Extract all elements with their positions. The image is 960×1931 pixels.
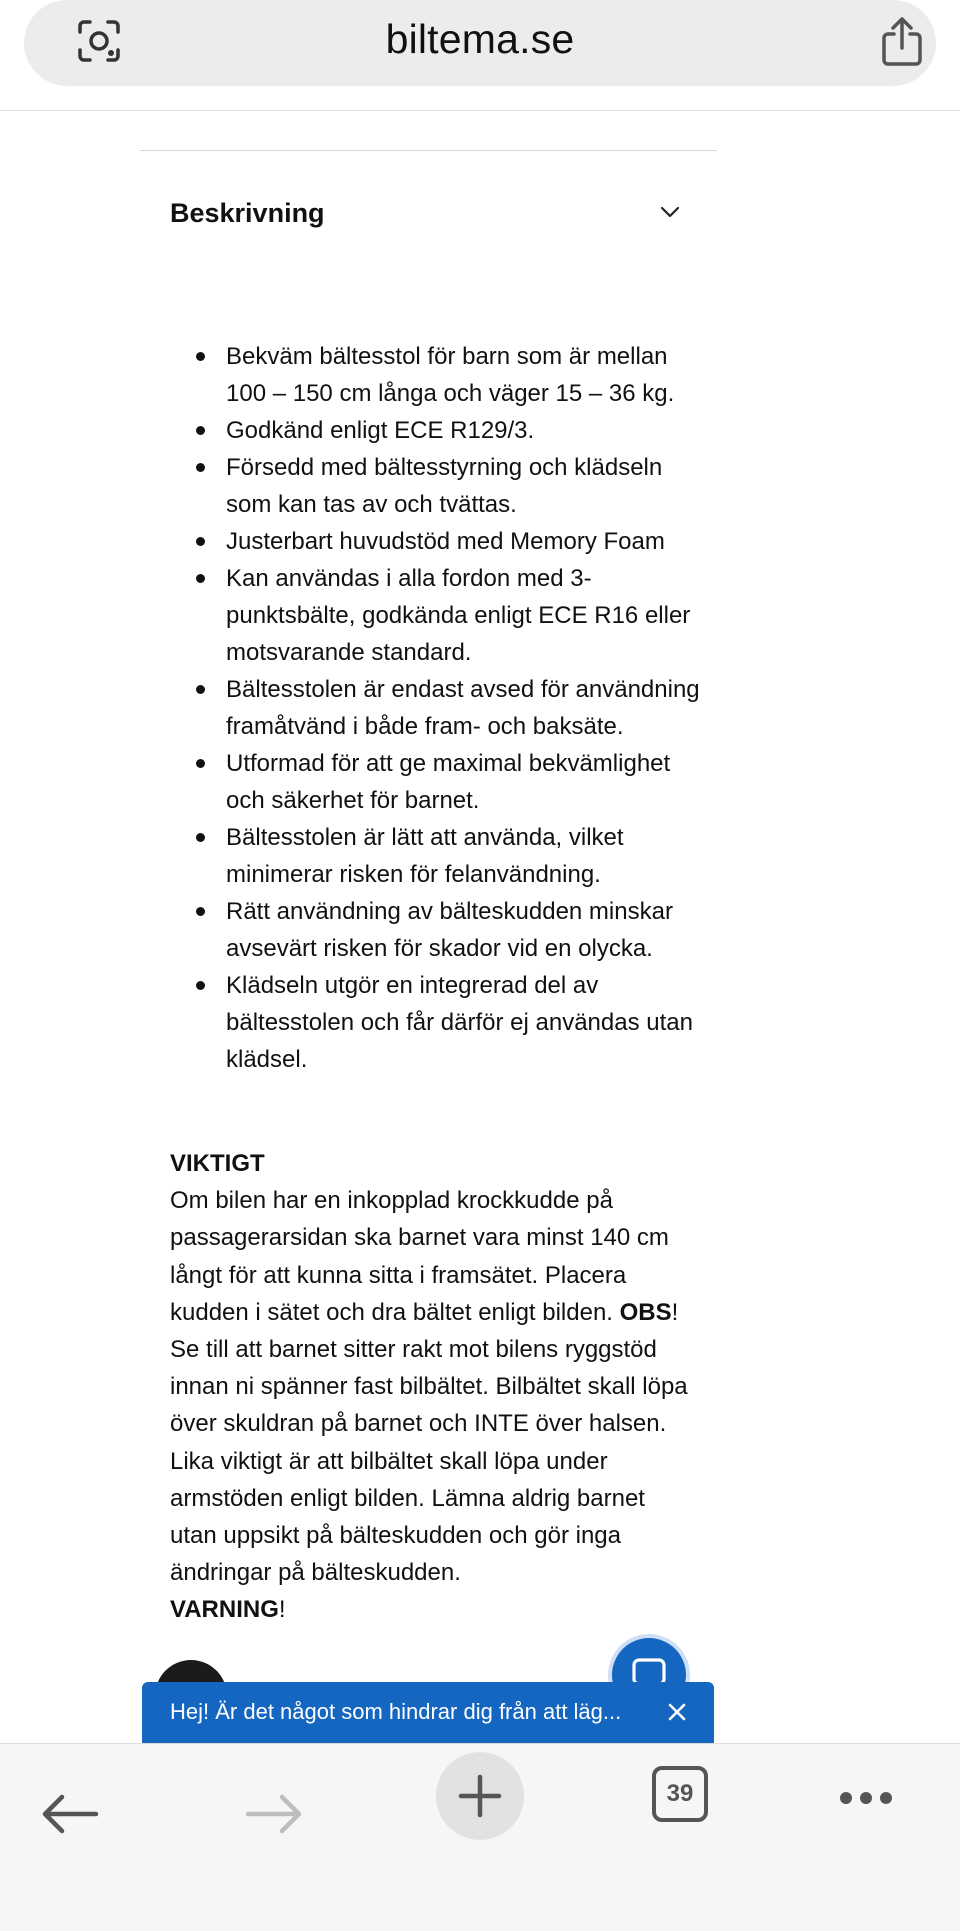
url-text[interactable]: biltema.se [385,16,575,62]
back-arrow-icon[interactable] [40,1792,100,1836]
list-item: Försedd med bältesstyrning och klädseln som kan tas av och tvättas. [226,449,700,523]
obs-label: OBS [619,1298,672,1326]
tab-count: 39 [666,1780,694,1807]
warning-label: VARNING [170,1596,279,1624]
new-tab-button[interactable] [436,1752,524,1840]
important-heading: VIKTIGT [170,1150,265,1177]
warning-suffix: ! [278,1596,286,1624]
important-text: Om bilen har en inkopplad krockkudde på passagerarsidan ska barnet vara minst 140 cm långt för att kunna sitta i framsätet. Placera kudden i sätet och dra bältet enligt bilden. [170,1187,669,1326]
list-item: Kan användas i alla fordon med 3-punktsbälte, godkända enligt ECE R16 eller motsvarande standard. [226,560,700,671]
section-divider [140,150,717,151]
list-item: Godkänd enligt ECE R129/3. [226,412,700,449]
list-item: Justerbart huvudstöd med Memory Foam [226,523,700,560]
browser-toolbar [0,1743,960,1931]
description-accordion-header[interactable] [140,180,717,250]
list-item: Bältesstolen är lätt att använda, vilket minimerar risken för felanvändning. [226,819,700,893]
chevron-down-icon[interactable] [658,200,682,224]
feature-list [170,338,700,1078]
accordion-title: Beskrivning [170,198,325,228]
list-item: Bekväm bältesstol för barn som är mellan 100 – 150 cm långa och väger 15 – 36 kg. [226,338,700,412]
tab-switcher-button[interactable] [652,1766,708,1822]
list-item: Bältesstolen är endast avsed för användning framåtvänd i både fram- och baksäte. [226,671,700,745]
list-item: Klädseln utgör en integrerad del av bältesstolen och får därför ej användas utan klädsel. [226,967,700,1078]
share-icon[interactable] [880,16,924,68]
close-icon[interactable] [664,1699,690,1725]
plus-icon [458,1774,502,1818]
forward-arrow-icon[interactable] [244,1792,304,1836]
important-text-continued: ! Se till att barnet sitter rakt mot bilens ryggstöd innan ni spänner fast bilbältet. Bilbältet skall löpa över skuldran på barnet och INTE över halsen. Lika viktigt är att bilbältet skall löpa under armstöden enligt bilden. Lämna aldrig barnet utan uppsikt på bälteskudden och gör inga ändringar på bälteskudden. [170,1298,688,1587]
address-bar-area [0,0,960,111]
important-notice [170,1145,690,1629]
list-item: Rätt användning av bälteskudden minskar avsevärt risken för skador vid en olycka. [226,893,700,967]
chat-message[interactable]: Hej! Är det något som hindrar dig från att läg... [170,1699,622,1724]
chat-banner[interactable] [142,1682,714,1744]
url-pill[interactable] [24,0,936,86]
more-icon[interactable] [838,1790,894,1806]
list-item: Utformad för att ge maximal bekvämlighet och säkerhet för barnet. [226,745,700,819]
